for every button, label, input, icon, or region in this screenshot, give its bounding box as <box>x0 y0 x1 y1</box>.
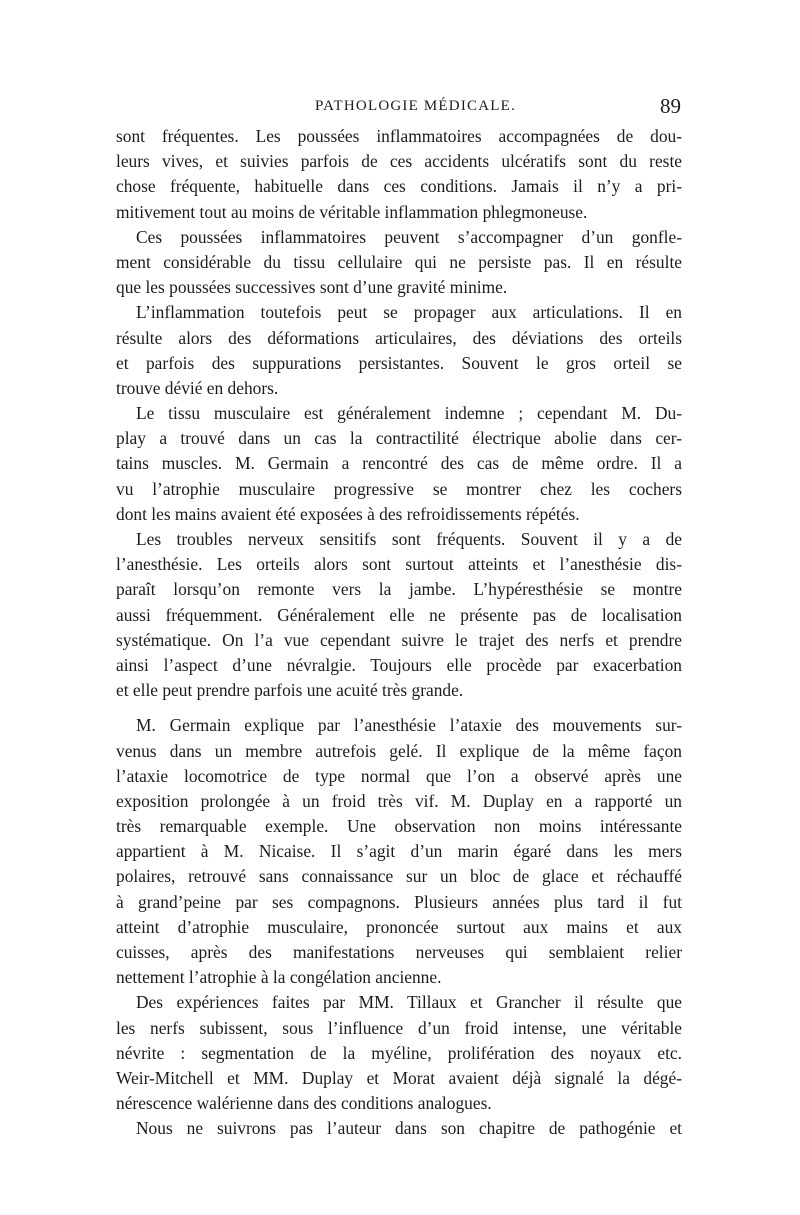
text-line: dont les mains avaient été exposées à des refroidissements répétés. <box>116 503 580 524</box>
text-line: L’inflammation toutefois peut se propager aux articulations. Il en <box>136 302 682 323</box>
text-line: ment considérable du tissu cellulaire qui ne persiste pas. Il en résulte <box>116 251 682 272</box>
paragraph-gap <box>116 703 682 713</box>
text-line: paraît lorsqu’on remonte vers la jambe. L’hypéresthésie se montre <box>116 579 682 600</box>
text-line: à grand’peine par ses compagnons. Plusieurs années plus tard il fut <box>116 891 682 912</box>
text-line: l’ataxie locomotrice de type normal que l’on a observé après une <box>116 765 682 786</box>
text-line: exposition prolongée à un froid très vif. M. Duplay en a rapporté un <box>116 790 682 811</box>
text-line: tains muscles. M. Germain a rencontré des cas de même ordre. Il a <box>116 453 682 474</box>
text-line: sont fréquentes. Les poussées inflammatoires accompagnées de dou- <box>116 126 682 146</box>
text-line: vu l’atrophie musculaire progressive se montrer chez les cochers <box>116 478 682 499</box>
text-line: atteint d’atrophie musculaire, prononcée surtout aux mains et aux <box>116 916 682 937</box>
text-line: que les poussées successives sont d’une gravité minime. <box>116 277 508 298</box>
text-line: appartient à M. Nicaise. Il s’agit d’un marin égaré dans les mers <box>116 841 682 862</box>
text-line: nettement l’atrophie à la congélation ancienne. <box>116 967 442 988</box>
text-line: venus dans un membre autrefois gelé. Il explique de la même façon <box>116 740 682 761</box>
text-line: Des expériences faites par MM. Tillaux et Grancher il résulte que <box>136 992 682 1013</box>
text-line: Nous ne suivrons pas l’auteur dans son chapitre de pathogénie et <box>136 1118 682 1139</box>
text-line: cuisses, après des manifestations nerveuses qui semblaient relier <box>116 942 682 962</box>
text-line: aussi fréquemment. Généralement elle ne présente pas de localisation <box>116 604 682 625</box>
text-line: nérescence walérienne dans des conditions analogues. <box>116 1093 492 1114</box>
text-line: leurs vives, et suivies parfois de ces accidents ulcératifs sont du reste <box>116 151 682 172</box>
text-line: Ces poussées inflammatoires peuvent s’accompagner d’un gonfle- <box>136 226 682 247</box>
text-line: play a trouvé dans un cas la contractilité électrique abolie dans cer- <box>116 428 682 449</box>
text-line: trouve dévié en dehors. <box>116 377 279 398</box>
text-line: et elle peut prendre parfois une acuité très grande. <box>116 680 464 701</box>
text-line: systématique. On l’a vue cependant suivre le trajet des nerfs et prendre <box>116 629 682 650</box>
text-line: résulte alors des déformations articulaires, des déviations des orteils <box>116 327 682 348</box>
text-line: chose fréquente, habituelle dans ces conditions. Jamais il n’y a pri- <box>116 176 682 197</box>
text-line: Les troubles nerveux sensitifs sont fréquents. Souvent il y a de <box>136 529 682 549</box>
text-line: ainsi l’aspect d’une névralgie. Toujours elle procède par exacerbation <box>116 654 682 675</box>
text-line: polaires, retrouvé sans connaissance sur un bloc de glace et réchauffé <box>116 866 682 887</box>
running-header <box>115 96 681 120</box>
text-line: Weir-Mitchell et MM. Duplay et Morat avaient déjà signalé la dégé- <box>116 1067 682 1088</box>
text-line: très remarquable exemple. Une observation non moins intéressante <box>116 816 682 837</box>
text-line: et parfois des suppurations persistantes. Souvent le gros orteil se <box>116 352 682 373</box>
text-line: névrite : segmentation de la myéline, prolifération des noyaux etc. <box>116 1042 682 1063</box>
text-line: l’anesthésie. Les orteils alors sont surtout atteints et l’anesthésie dis- <box>116 554 682 575</box>
text-line: M. Germain explique par l’anesthésie l’ataxie des mouvements sur- <box>136 715 682 736</box>
text-line: Le tissu musculaire est généralement indemne ; cependant M. Du- <box>136 403 682 424</box>
text-line: mitivement tout au moins de véritable inflammation phlegmoneuse. <box>116 201 588 222</box>
page-number: 89 <box>660 94 681 118</box>
text-line: les nerfs subissent, sous l’influence d’un froid intense, une véritable <box>116 1017 682 1038</box>
body-text <box>116 124 682 1142</box>
running-title: PATHOLOGIE MÉDICALE. <box>315 98 516 114</box>
